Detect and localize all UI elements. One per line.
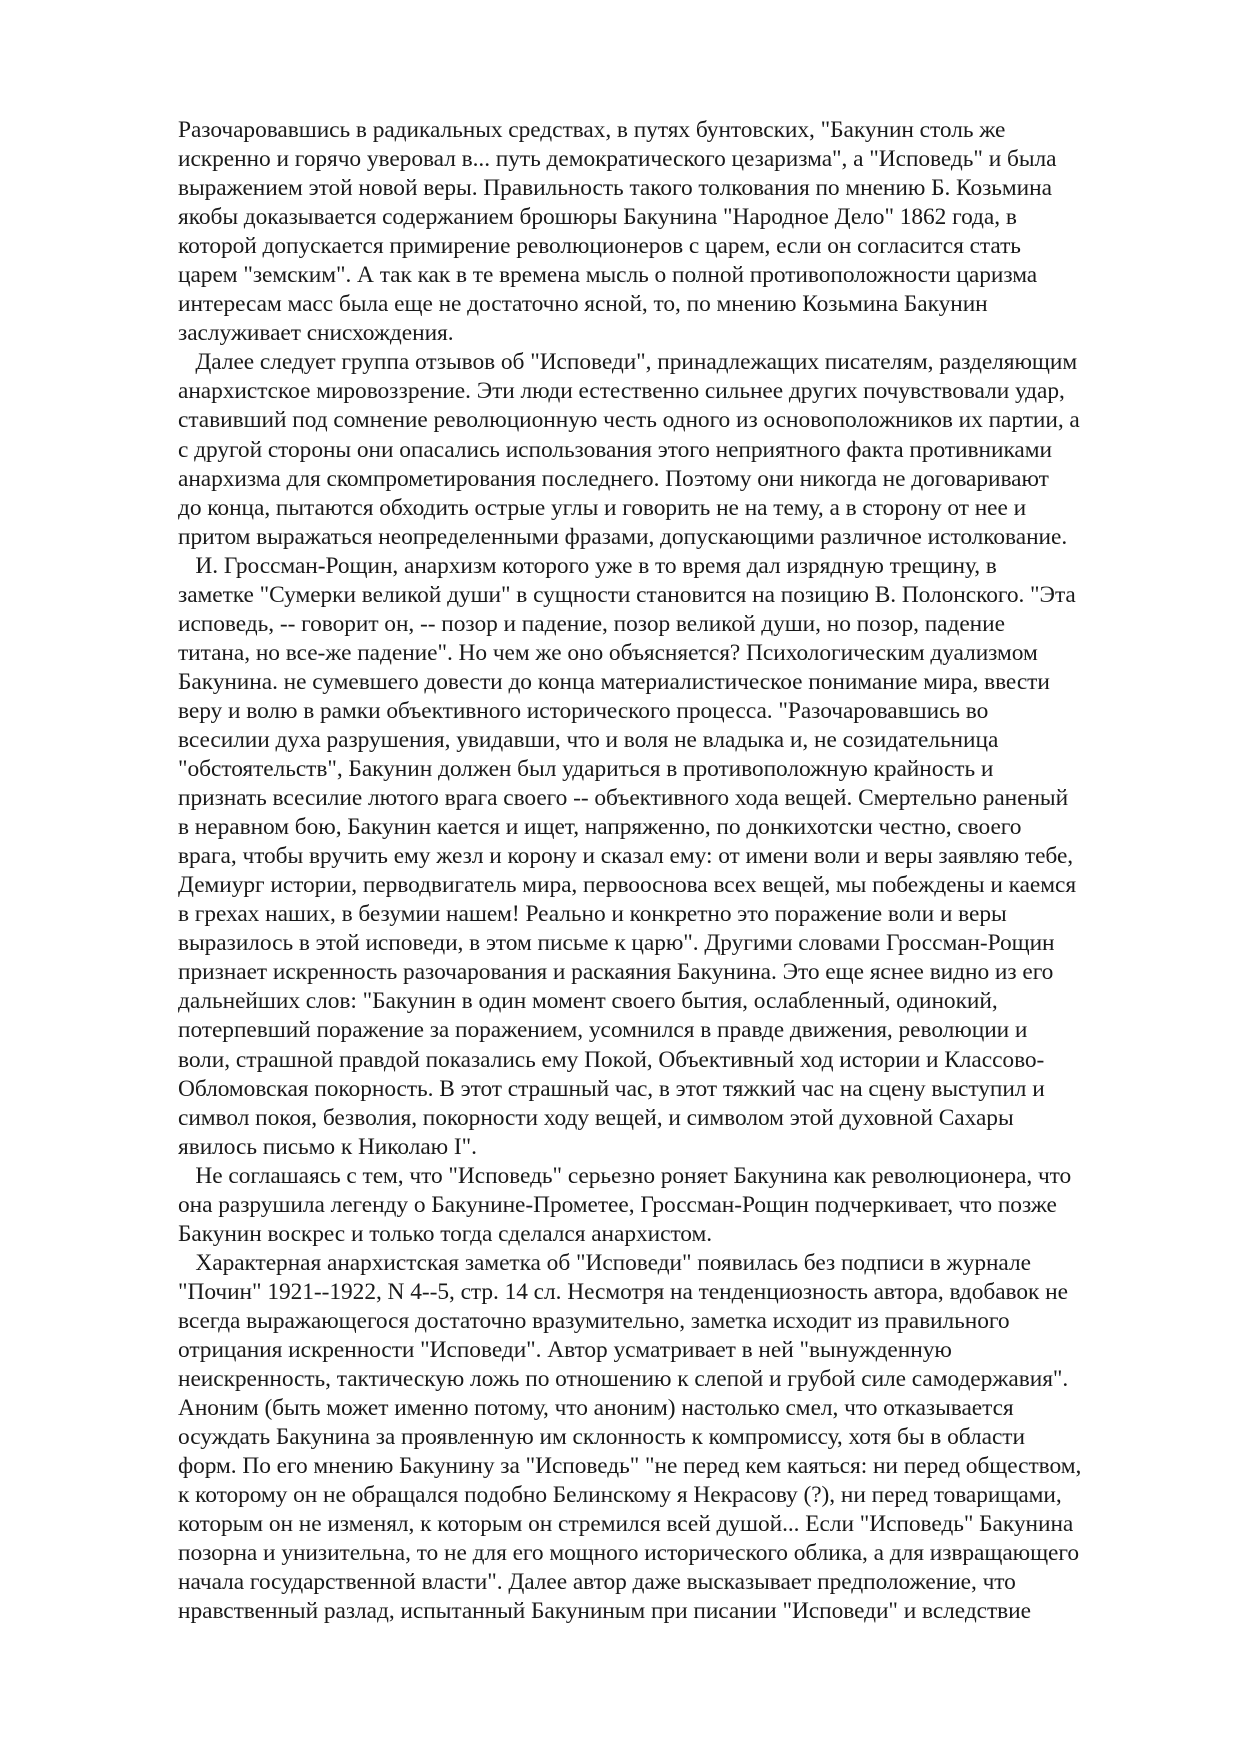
text-line: в неравном бою, Бакунин кается и ищет, напряженно, по донкихотски честно, своего bbox=[178, 814, 1022, 841]
text-line: И. Гроссман-Рощин, анархизм которого уже в то время дал изрядную трещину, в bbox=[178, 552, 997, 579]
text-line: Далее следует группа отзывов об "Исповеди", принадлежащих писателям, разделяющим bbox=[178, 349, 1078, 376]
document-page bbox=[178, 116, 1153, 1626]
text-line: символ покоя, безволия, покорности ходу вещей, и символом этой духовной Сахары bbox=[178, 1104, 1014, 1131]
text-line: Не соглашаясь с тем, что "Исповедь" серьезно роняет Бакунина как революционера, что bbox=[178, 1162, 1072, 1189]
text-line: признает искренность разочарования и раскаяния Бакунина. Это еще яснее видно из его bbox=[178, 959, 1054, 986]
text-line: Разочаровавшись в радикальных средствах, в путях бунтовских, "Бакунин столь же bbox=[178, 117, 1006, 143]
text-line: в грехах наших, в безумии нашем! Реально и конкретно это поражение воли и веры bbox=[178, 901, 1007, 928]
text-line: всегда выражающегося достаточно вразумительно, заметка исходит из правильного bbox=[178, 1307, 1010, 1334]
text-line: начала государственной власти". Далее автор даже высказывает предположение, что bbox=[178, 1569, 1016, 1596]
text-line: явилось письмо к Николаю I". bbox=[178, 1133, 477, 1160]
text-line: Характерная анархистская заметка об "Исповеди" появилась без подписи в журнале bbox=[178, 1249, 1031, 1276]
text-line: к которому он не обращался подобно Белинскому я Некрасову (?), ни перед товарищами, bbox=[178, 1482, 1062, 1509]
text-line: признать всесилие лютого врага своего -- объективного хода вещей. Смертельно раненый bbox=[178, 785, 1069, 812]
text-line: Бакунина. не сумевшего довести до конца материалистическое понимание мира, ввести bbox=[178, 668, 1050, 695]
text-line: анархизма для скомпрометирования последнего. Поэтому они никогда не договаривают bbox=[178, 465, 1049, 492]
text-line: якобы доказывается содержанием брошюры Бакунина "Народное Дело" 1862 года, в bbox=[178, 204, 1017, 231]
text-line: анархистское мировоззрение. Эти люди естественно сильнее других почувствовали удар, bbox=[178, 378, 1065, 405]
text-line: врага, чтобы вручить ему жезл и корону и сказал ему: от имени воли и веры заявляю тебе, bbox=[178, 843, 1074, 870]
text-line: форм. По его мнению Бакунину за "Исповедь" "не перед кем каяться: ни перед обществом, bbox=[178, 1453, 1082, 1480]
text-line: с другой стороны они опасались использования этого неприятного факта противниками bbox=[178, 436, 1052, 463]
text-line: титана, но все-же падение". Но чем же оно объясняется? Психологическим дуализмом bbox=[178, 639, 1038, 666]
text-line: осуждать Бакунина за проявленную им склонность к компромиссу, хотя бы в области bbox=[178, 1424, 1025, 1451]
text-line: "Почин" 1921--1922, N 4--5, стр. 14 сл. Несмотря на тенденциозность автора, вдобавок не bbox=[178, 1278, 1068, 1305]
text-line: выразилось в этой исповеди, в этом письме к царю". Другими словами Гроссман-Рощин bbox=[178, 930, 1055, 957]
text-line: заметке "Сумерки великой души" в сущности становится на позицию В. Полонского. "Эта bbox=[178, 581, 1076, 608]
text-line: позорна и унизительна, то не для его мощного исторического облика, а для извращающего bbox=[178, 1540, 1079, 1567]
text-line: "обстоятельств", Бакунин должен был удариться в противоположную крайность и bbox=[178, 756, 994, 783]
text-line: Обломовская покорность. В этот страшный час, в этот тяжкий час на сцену выступил и bbox=[178, 1075, 1045, 1102]
text-line: заслуживает снисхождения. bbox=[178, 320, 454, 347]
text-line: воли, страшной правдой показались ему Покой, Объективный ход истории и Классово- bbox=[178, 1046, 1045, 1073]
text-line: веру и волю в рамки объективного исторического процесса. "Разочаровавшись во bbox=[178, 697, 989, 724]
text-line: потерпевший поражение за поражением, усомнился в правде движения, революции и bbox=[178, 1017, 1028, 1044]
text-line: интересам масс была еще не достаточно ясной, то, по мнению Козьмина Бакунин bbox=[178, 291, 988, 318]
text-line: всесилии духа разрушения, увидавши, что и воля не владыка и, не созидательница bbox=[178, 726, 999, 753]
text-line: выражением этой новой веры. Правильность такого толкования по мнению Б. Козьмина bbox=[178, 175, 1052, 202]
text-line: исповедь, -- говорит он, -- позор и падение, позор великой души, но позор, падение bbox=[178, 610, 1005, 637]
text-line: которым он не изменял, к которым он стремился всей душой... Если "Исповедь" Бакунина bbox=[178, 1511, 1074, 1538]
text-line: дальнейших слов: "Бакунин в один момент своего бытия, ослабленный, одинокий, bbox=[178, 988, 998, 1015]
text-line: она разрушила легенду о Бакунине-Прометее, Гроссман-Рощин подчеркивает, что позже bbox=[178, 1191, 1057, 1218]
text-line: притом выражаться неопределенными фразами, допускающими различное истолкование. bbox=[178, 523, 1068, 550]
text-line: Бакунин воскрес и только тогда сделался анархистом. bbox=[178, 1220, 713, 1247]
text-line: ставивший под сомнение революционную честь одного из основоположников их партии, а bbox=[178, 407, 1080, 434]
text-line: которой допускается примирение революционеров с царем, если он согласится стать bbox=[178, 233, 1021, 260]
text-line: отрицания искренности "Исповеди". Автор усматривает в ней "вынужденную bbox=[178, 1336, 952, 1363]
text-line: нравственный разлад, испытанный Бакуниным при писании "Исповеди" и вследствие bbox=[178, 1598, 1031, 1625]
text-line: искренно и горячо уверовал в... путь демократического цезаризма", а "Исповедь" и была bbox=[178, 146, 1057, 173]
text-line: до конца, пытаются обходить острые углы и говорить не на тему, а в сторону от нее и bbox=[178, 494, 1027, 521]
text-line: Демиург истории, перводвигатель мира, первооснова всех вещей, мы побеждены и каемся bbox=[178, 872, 1077, 899]
text-line: царем "земским". А так как в те времена мысль о полной противоположности царизма bbox=[178, 262, 1038, 289]
text-line: Аноним (быть может именно потому, что аноним) настолько смел, что отказывается bbox=[178, 1395, 1014, 1422]
text-line: неискренность, тактическую ложь по отношению к слепой и грубой силе самодержавия". bbox=[178, 1366, 1069, 1393]
